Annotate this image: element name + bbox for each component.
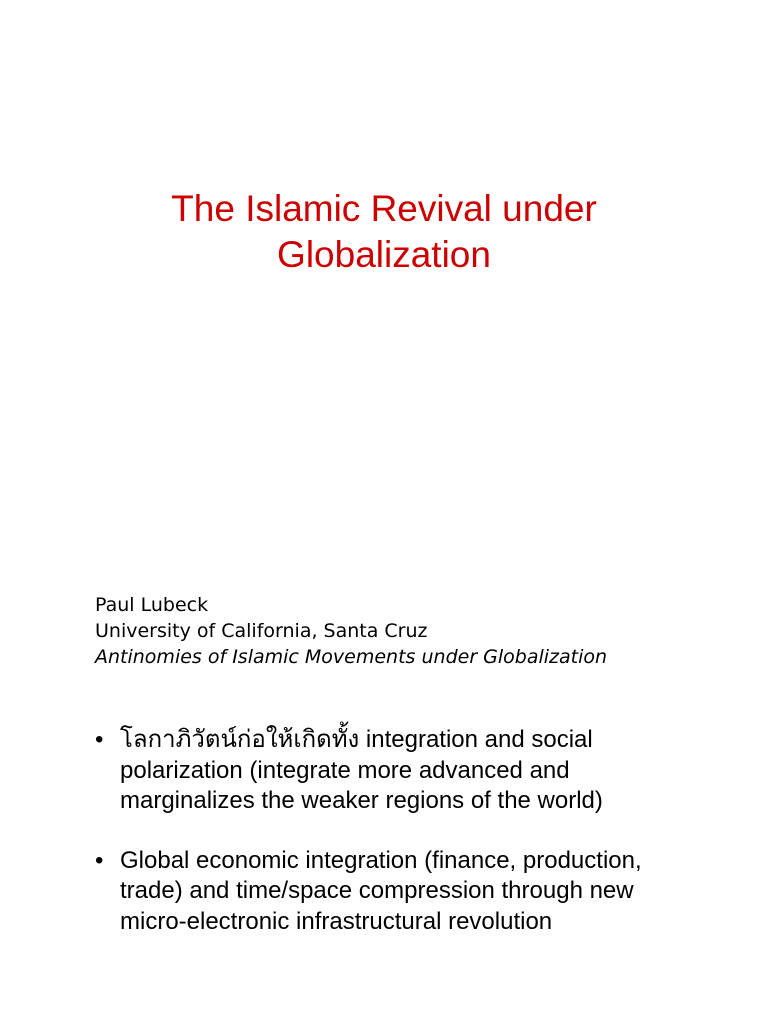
bullet-item — [95, 846, 695, 938]
bullet-text: โลกาภิวัตน์ก่อให้เกิดทั้ง integration and social polarization (integrate more advanced and marginalizes the weaker regions of the world) — [120, 726, 603, 814]
title-line-1: The Islamic Revival under — [171, 188, 597, 229]
author-name: Paul Lubeck — [95, 594, 209, 616]
bullet-item — [95, 725, 695, 817]
title-line-2: Globalization — [277, 234, 491, 275]
bullet-marker: • — [95, 846, 104, 874]
cut-off-text-line — [95, 1016, 675, 1026]
work-title: Antinomies of Islamic Movements under Globalization — [95, 646, 608, 668]
author-affiliation: University of California, Santa Cruz — [95, 620, 428, 642]
bullet-marker: • — [95, 726, 104, 753]
bullet-list — [95, 725, 695, 966]
author-block — [95, 592, 607, 670]
bullet-text: Global economic integration (finance, production, trade) and time/space compression through new micro-electronic infrastructural revolution — [120, 846, 642, 935]
slide-title — [0, 186, 768, 278]
